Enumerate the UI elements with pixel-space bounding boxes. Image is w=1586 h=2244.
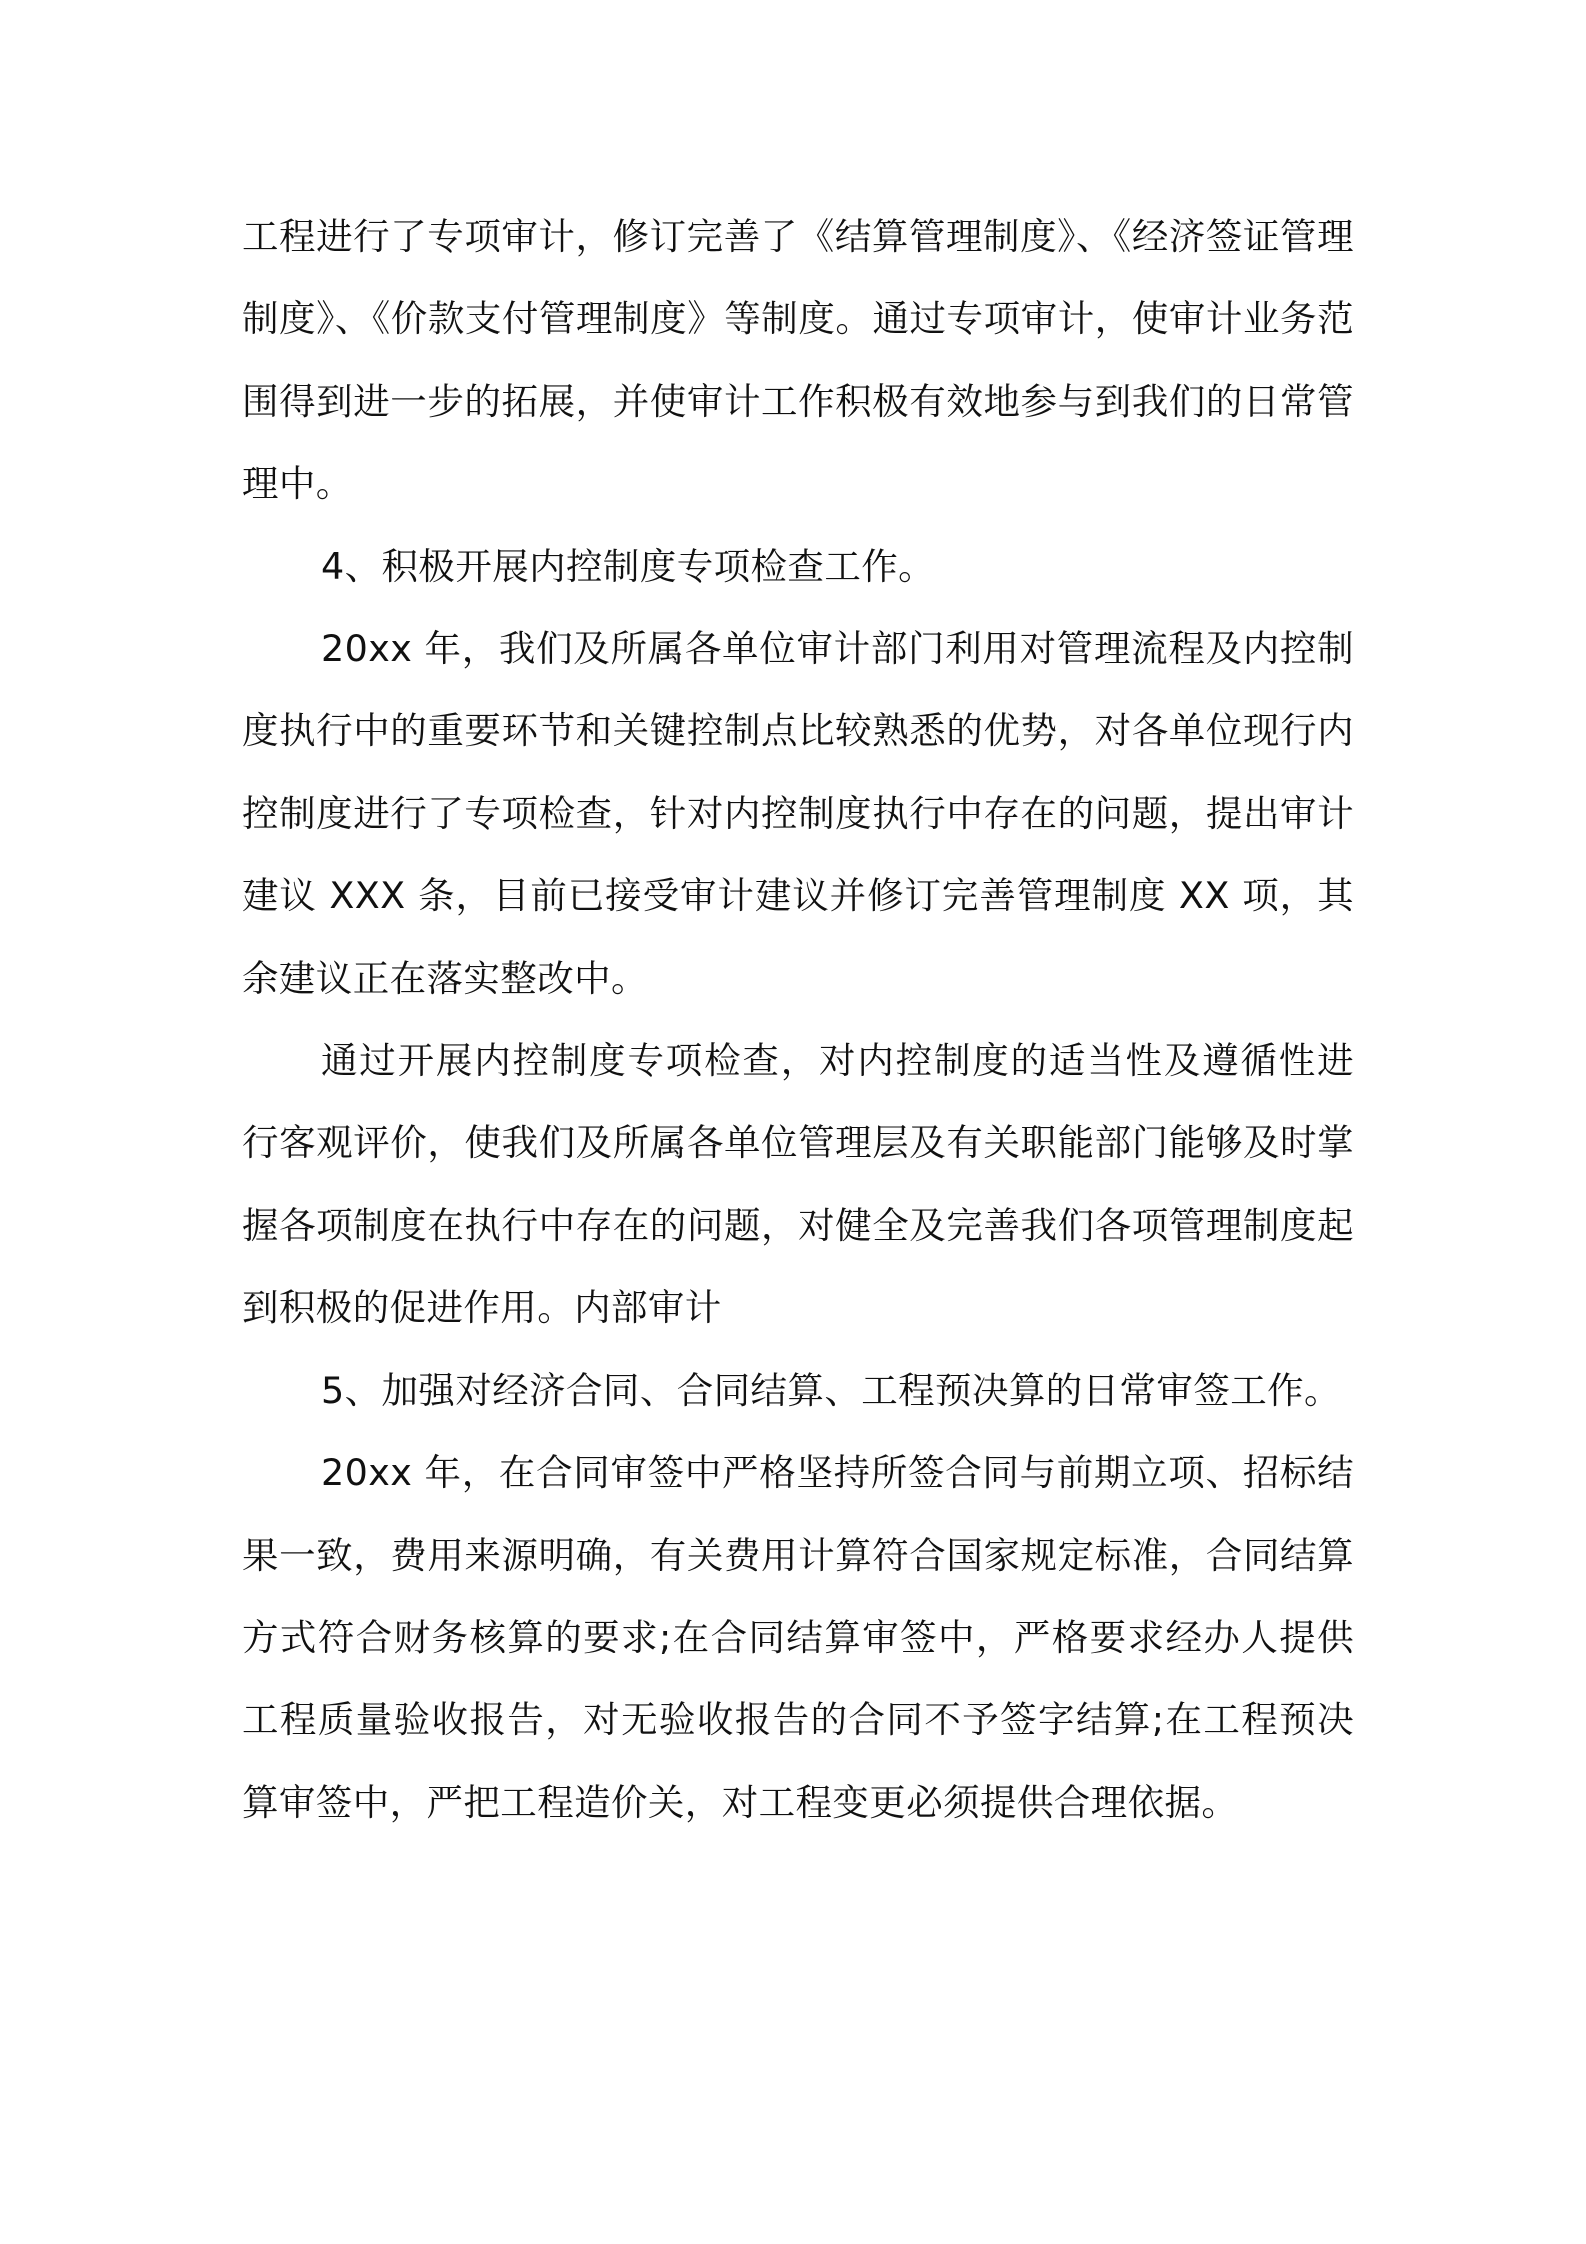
paragraph-contract-review-details: 20xx 年，在合同审签中严格坚持所签合同与前期立项、招标结果一致，费用来源明确，有关费用计算符合国家规定标准，合同结算方式符合财务核算的要求;在合同结算审签中，严格要求经办人提供工程质量验收报告，对无验收报告的合同不予签字结算;在工程预决算审签中，严把工程造价关，对工程变更必须提供合理依据。 xyxy=(242,1451,1354,1824)
paragraph-internal-control-evaluation: 通过开展内控制度专项检查，对内控制度的适当性及遵循性进行客观评价，使我们及所属各单位管理层及有关职能部门能够及时掌握各项制度在执行中存在的问题，对健全及完善我们各项管理制度起到积极的促进作用。内部审计 xyxy=(242,1039,1354,1330)
paragraph-audit-scope: 工程进行了专项审计，修订完善了《结算管理制度》、《经济签证管理制度》、《价款支付管理制度》等制度。通过专项审计，使审计业务范围得到进一步的拓展，并使审计工作积极有效地参与到我们的日常管理中。 xyxy=(242,215,1354,506)
heading-contract-review: 5、加强对经济合同、合同结算、工程预决算的日常审签工作。 xyxy=(321,1368,1341,1412)
heading-internal-control-inspection: 4、积极开展内控制度专项检查工作。 xyxy=(321,544,936,588)
paragraph-internal-control-results: 20xx 年，我们及所属各单位审计部门利用对管理流程及内控制度执行中的重要环节和关键控制点比较熟悉的优势，对各单位现行内控制度进行了专项检查，针对内控制度执行中存在的问题，提出审计建议 XXX 条，目前已接受审计建议并修订完善管理制度 XX 项，其余建议正在落实整改中。 xyxy=(242,627,1354,1000)
document-body xyxy=(242,196,1354,1844)
